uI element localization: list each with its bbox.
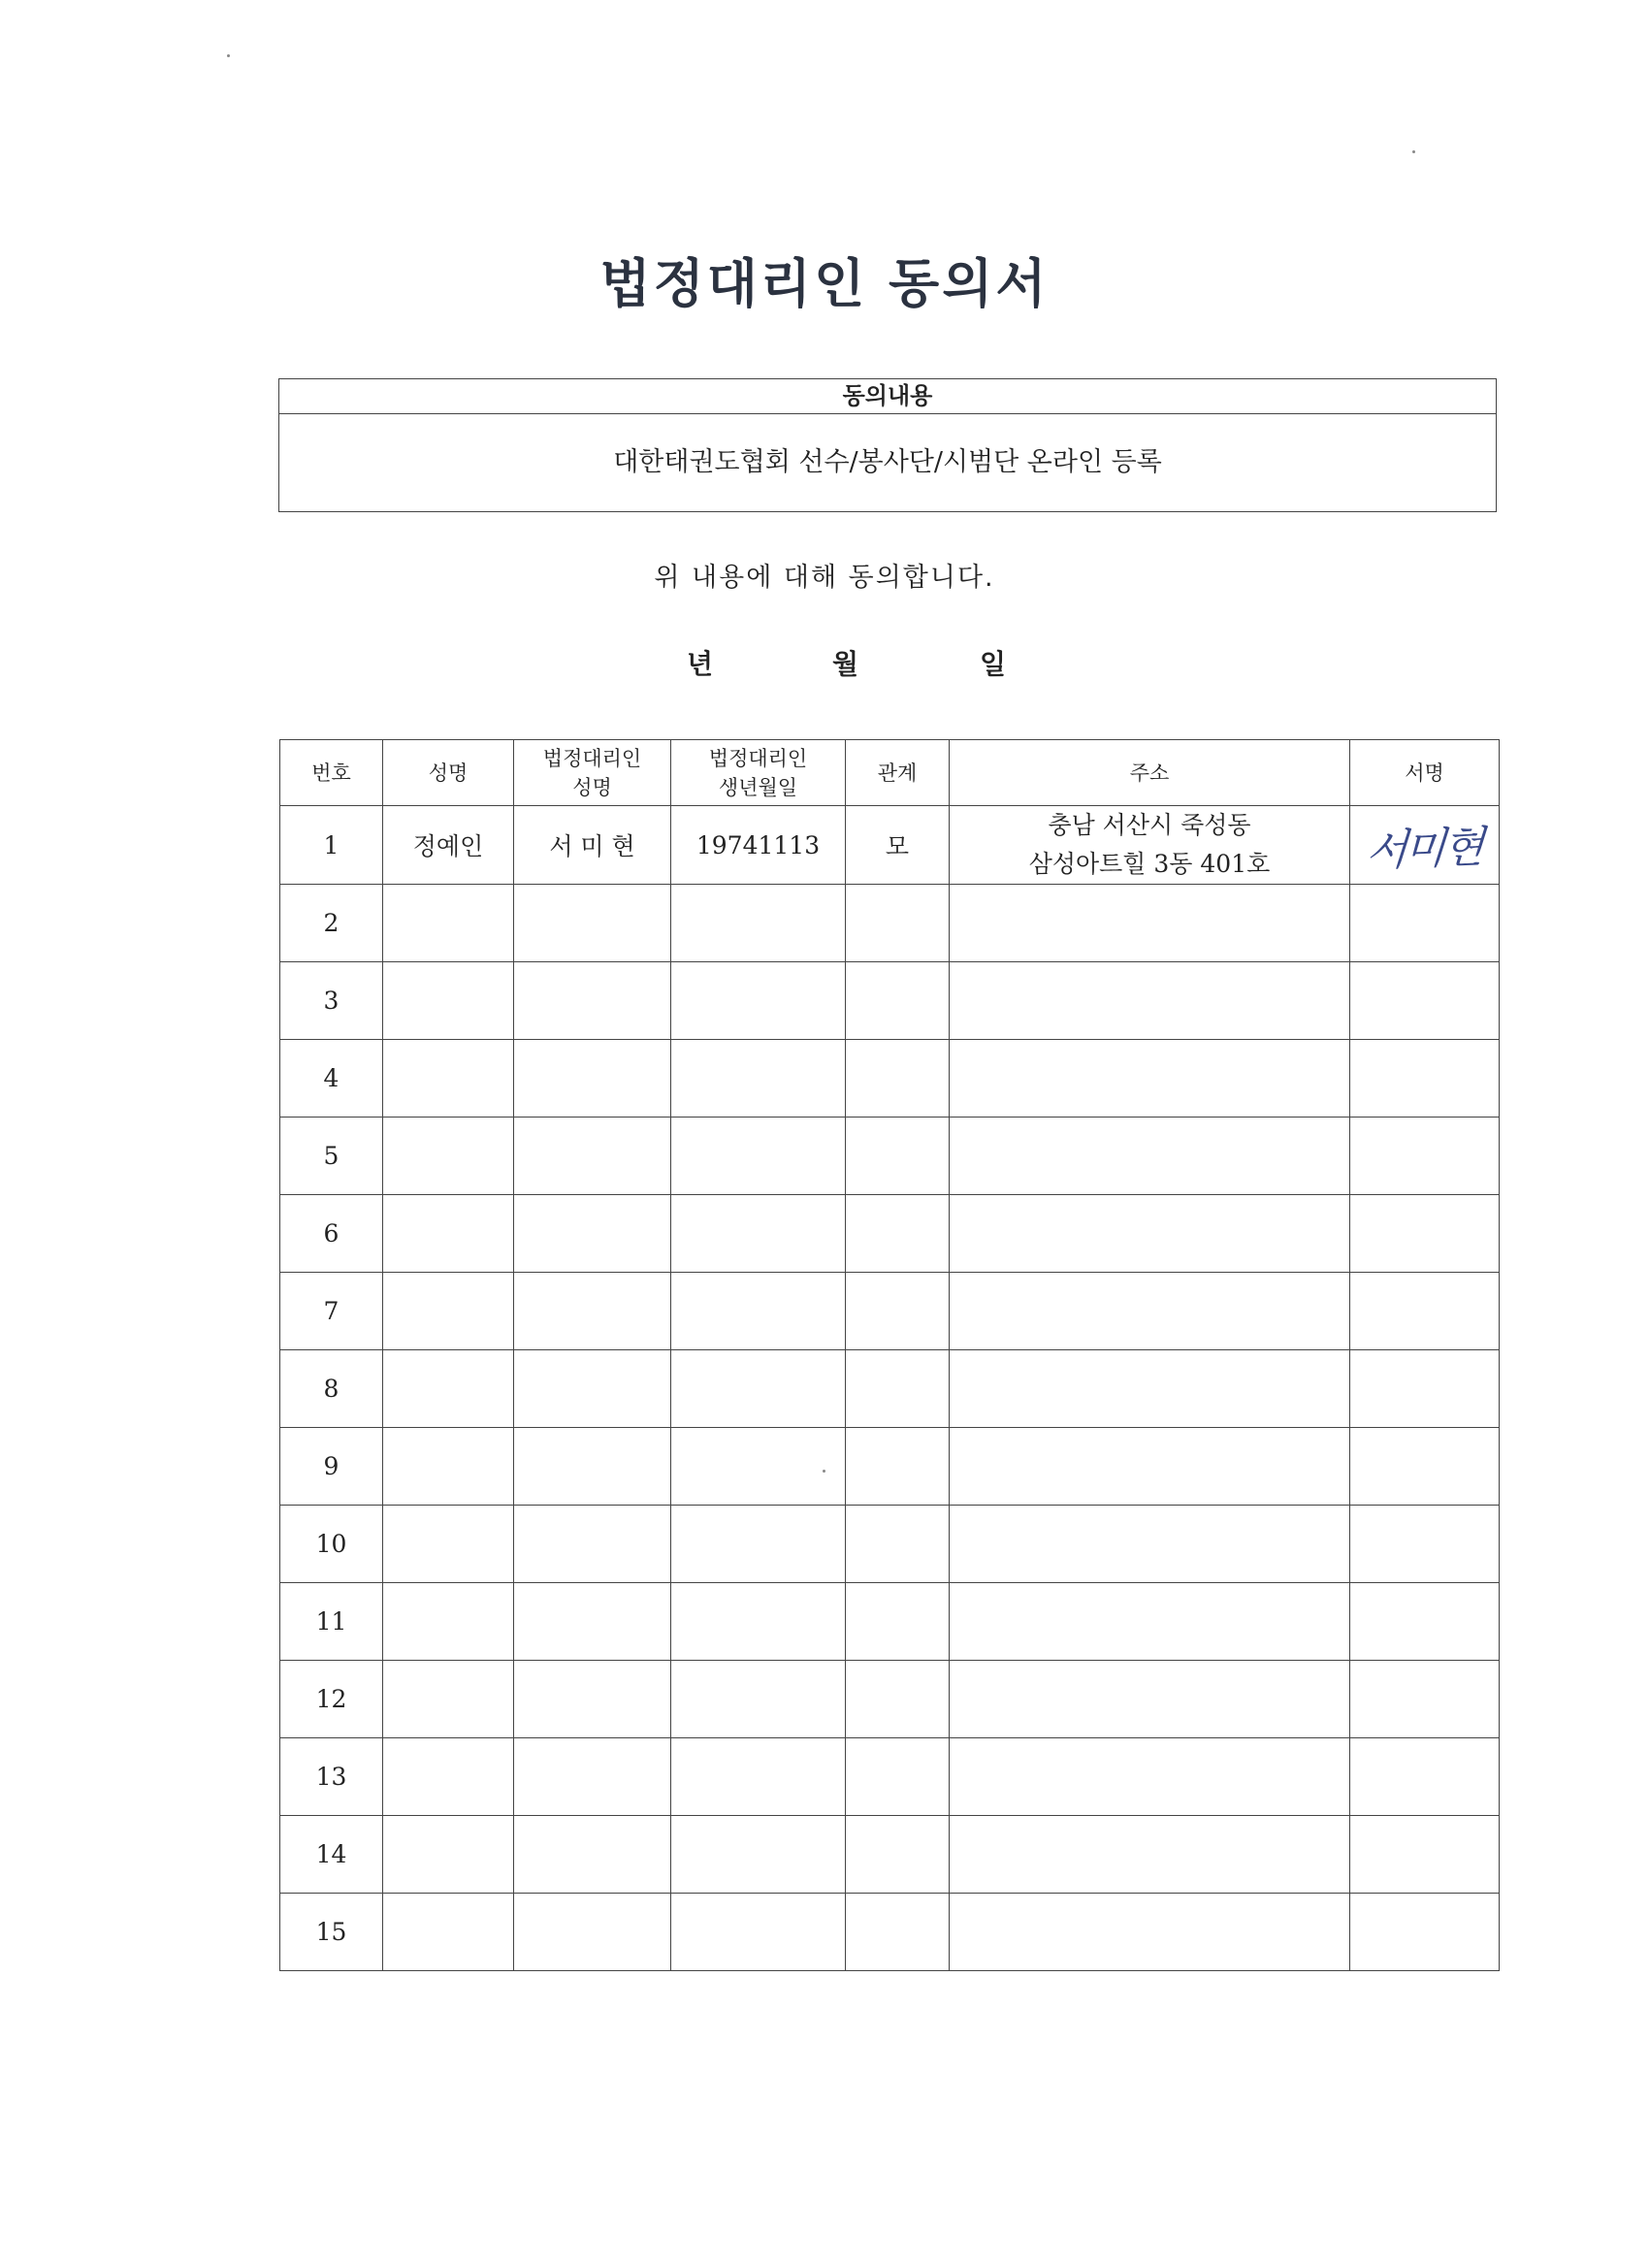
cell-guardian-name [514,1273,671,1350]
cell-guardian-name [514,1118,671,1195]
consent-header: 동의내용 [279,379,1496,414]
cell-signature [1350,1816,1500,1894]
cell-number: 6 [280,1195,383,1273]
cell-relation: 모 [846,806,950,885]
cell-guardian-name [514,1428,671,1506]
header-name: 성명 [383,740,514,806]
cell-relation [846,1428,950,1506]
table-row [280,806,1500,885]
date-day-label: 일 [980,648,1007,680]
cell-relation [846,962,950,1040]
cell-guardian-name [514,1738,671,1816]
table-row [280,885,1500,962]
table-row [280,1816,1500,1894]
cell-signature [1350,1040,1500,1118]
cell-guardian-birth [671,962,846,1040]
cell-relation [846,885,950,962]
cell-guardian-birth [671,1040,846,1118]
cell-name [383,1428,514,1506]
cell-number: 12 [280,1661,383,1738]
address-line1: 충남 서산시 죽성동 [1048,811,1251,839]
cell-guardian-birth [671,1894,846,1971]
cell-guardian-name [514,885,671,962]
cell-name: 정예인 [383,806,514,885]
cell-guardian-name: 서 미 현 [514,806,671,885]
cell-number: 9 [280,1428,383,1506]
table-row [280,1195,1500,1273]
consent-body: 대한태권도협회 선수/봉사단/시범단 온라인 등록 [613,447,1162,477]
header-guardian-birth: 법정대리인 생년월일 [671,740,846,806]
cell-guardian-name [514,1894,671,1971]
cell-relation [846,1506,950,1583]
registration-table [279,739,1500,1971]
cell-address [950,1350,1350,1428]
cell-number: 13 [280,1738,383,1816]
cell-name [383,1894,514,1971]
cell-guardian-name [514,1195,671,1273]
table-row [280,1738,1500,1816]
cell-relation [846,1738,950,1816]
cell-guardian-birth [671,1506,846,1583]
cell-guardian-name [514,1583,671,1661]
table-row [280,1506,1500,1583]
cell-name [383,885,514,962]
cell-guardian-name [514,1506,671,1583]
cell-signature [1350,1350,1500,1428]
cell-name [383,1661,514,1738]
cell-signature [1350,1583,1500,1661]
cell-guardian-name [514,1661,671,1738]
cell-number: 15 [280,1894,383,1971]
cell-name [383,1350,514,1428]
cell-guardian-birth [671,1583,846,1661]
cell-name [383,1040,514,1118]
cell-guardian-birth [671,1661,846,1738]
cell-name [383,1738,514,1816]
cell-guardian-name [514,1350,671,1428]
scan-speck [227,54,230,57]
cell-address [950,1195,1350,1273]
cell-name [383,1273,514,1350]
scan-speck [823,1470,825,1473]
table-row [280,1118,1500,1195]
cell-address [950,1816,1350,1894]
cell-name [383,1583,514,1661]
cell-name [383,1816,514,1894]
cell-name [383,1506,514,1583]
handwritten-signature: 서미현 [1365,822,1484,877]
consent-box [278,378,1497,512]
header-address: 주소 [950,740,1350,806]
cell-signature [1350,1118,1500,1195]
table-header-row [280,740,1500,806]
cell-number: 1 [280,806,383,885]
header-guardian-name: 법정대리인 성명 [514,740,671,806]
cell-address [950,1040,1350,1118]
cell-guardian-name [514,1040,671,1118]
cell-address [950,1583,1350,1661]
cell-guardian-name [514,962,671,1040]
cell-number: 11 [280,1583,383,1661]
cell-signature [1350,1273,1500,1350]
date-year-label: 년 [687,648,714,680]
cell-relation [846,1816,950,1894]
table-row [280,1894,1500,1971]
cell-address [950,1506,1350,1583]
cell-signature [1350,1738,1500,1816]
cell-signature [1350,1428,1500,1506]
agreement-text: 위 내용에 대해 동의합니다. [654,563,995,593]
cell-guardian-birth [671,1428,846,1506]
page-title: 법정대리인 동의서 [599,252,1050,314]
cell-guardian-birth: 19741113 [671,806,846,885]
cell-relation [846,1894,950,1971]
cell-guardian-birth [671,1118,846,1195]
cell-relation [846,1040,950,1118]
cell-address [950,1738,1350,1816]
cell-guardian-birth [671,885,846,962]
cell-signature [1350,806,1500,885]
cell-signature [1350,962,1500,1040]
cell-number: 14 [280,1816,383,1894]
cell-guardian-birth [671,1738,846,1816]
cell-signature [1350,1195,1500,1273]
cell-address [950,806,1350,885]
date-month-label: 월 [832,648,859,680]
table-row [280,1350,1500,1428]
table-row [280,1428,1500,1506]
table-row [280,1661,1500,1738]
cell-number: 4 [280,1040,383,1118]
header-relation: 관계 [846,740,950,806]
cell-number: 3 [280,962,383,1040]
cell-name [383,962,514,1040]
cell-relation [846,1195,950,1273]
cell-address [950,1894,1350,1971]
cell-relation [846,1118,950,1195]
cell-number: 7 [280,1273,383,1350]
cell-number: 5 [280,1118,383,1195]
cell-number: 10 [280,1506,383,1583]
cell-relation [846,1273,950,1350]
cell-guardian-birth [671,1273,846,1350]
cell-address [950,1428,1350,1506]
cell-guardian-birth [671,1350,846,1428]
cell-name [383,1118,514,1195]
cell-signature [1350,1506,1500,1583]
address-line2: 삼성아트힐 3동 401호 [1028,850,1271,878]
cell-address [950,962,1350,1040]
cell-signature [1350,885,1500,962]
cell-guardian-birth [671,1195,846,1273]
cell-relation [846,1350,950,1428]
cell-signature [1350,1661,1500,1738]
header-signature: 서명 [1350,740,1500,806]
cell-signature [1350,1894,1500,1971]
table-row [280,962,1500,1040]
cell-relation [846,1661,950,1738]
cell-guardian-name [514,1816,671,1894]
header-number: 번호 [280,740,383,806]
cell-name [383,1195,514,1273]
cell-address [950,1661,1350,1738]
table-row [280,1273,1500,1350]
cell-address [950,1118,1350,1195]
scan-speck [1412,150,1415,153]
cell-address [950,1273,1350,1350]
cell-number: 8 [280,1350,383,1428]
cell-number: 2 [280,885,383,962]
cell-guardian-birth [671,1816,846,1894]
cell-address [950,885,1350,962]
table-row [280,1583,1500,1661]
cell-relation [846,1583,950,1661]
table-row [280,1040,1500,1118]
